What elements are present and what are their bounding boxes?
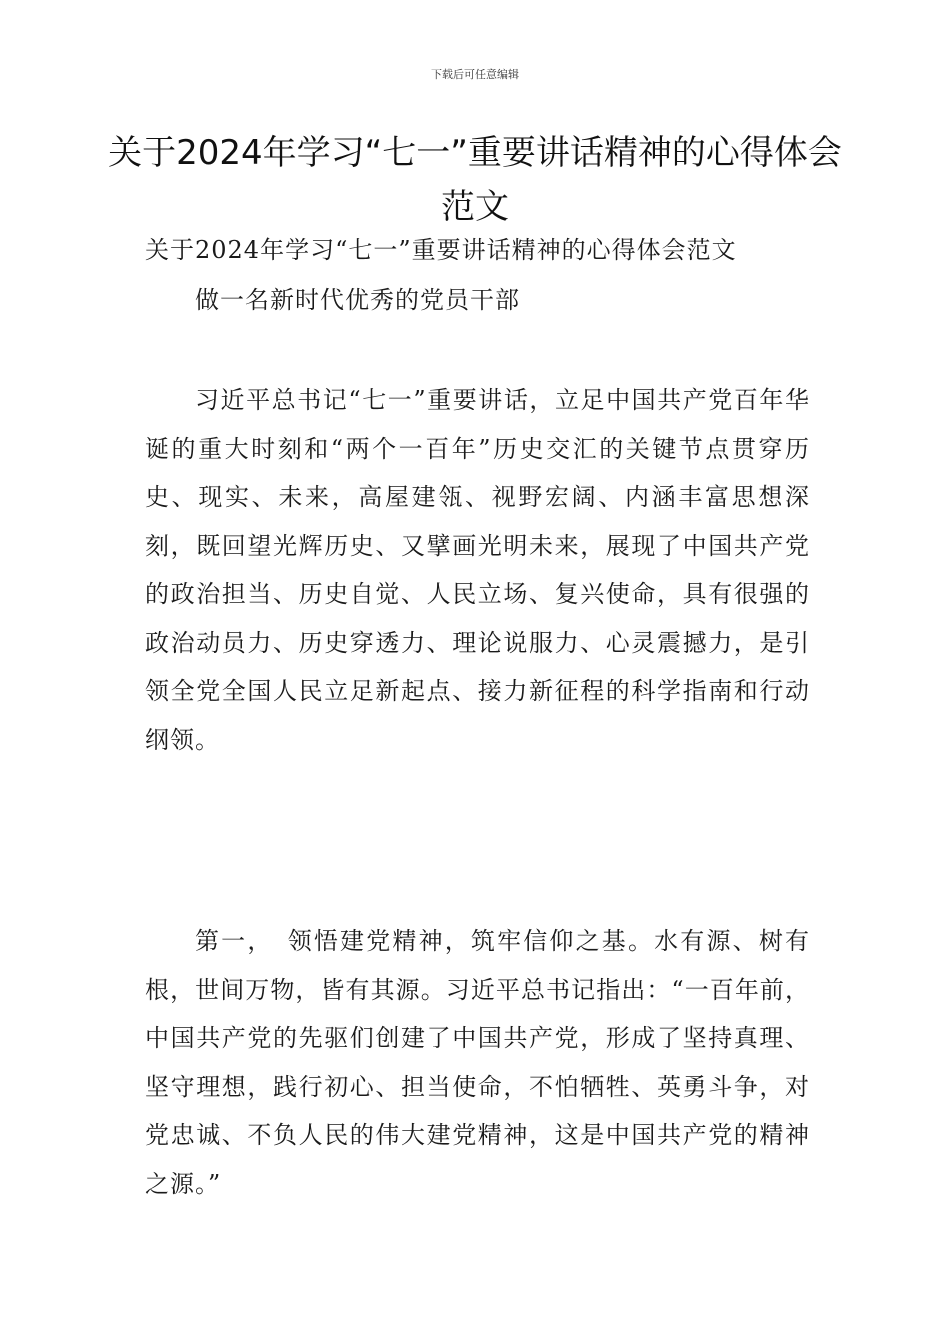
paragraph: 习近平总书记“七一”重要讲话，立足中国共产党百年华诞的重大时刻和“两个一百年”历史交汇的关键节点贯穿历史、现实、未来，高屋建瓴、视野宏阔、内涵丰富思想深刻，既回望光辉历史、又擘画光明未来，展现了中国共产党的政治担当、历史自觉、人民立场、复兴使命，具有很强的政治动员力、历史穿透力、理论说服力、心灵震撼力，是引领全党全国人民立足新起点、接力新征程的科学指南和行动纲领。 bbox=[145, 386, 810, 754]
subheading: 做一名新时代优秀的党员干部 bbox=[195, 286, 520, 314]
subtitle-line: 关于2024年学习“七一”重要讲话精神的心得体会范文 bbox=[145, 236, 737, 264]
document-title: 关于2024年学习“七一”重要讲话精神的心得体会范文 bbox=[108, 133, 842, 227]
header-note: 下载后可任意编辑 bbox=[431, 68, 519, 81]
paragraph: 第一， 领悟建党精神，筑牢信仰之基。水有源、树有根，世间万物，皆有其源。习近平总书记指出：“一百年前，中国共产党的先驱们创建了中国共产党，形成了坚持真理、坚守理想，践行初心、担当使命，不怕牺牲、英勇斗争，对党忠诚、不负人民的伟大建党精神，这是中国共产党的精神之源。” bbox=[145, 927, 810, 1198]
